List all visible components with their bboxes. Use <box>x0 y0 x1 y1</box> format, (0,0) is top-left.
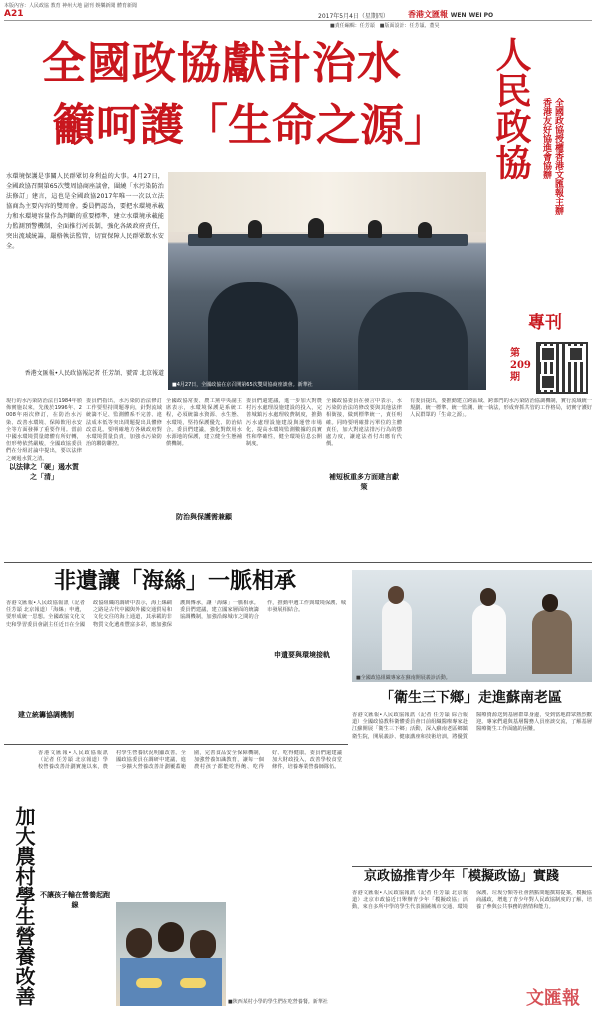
main-body-col5: 全國政協委員在發言中表示，水污染防治法的修改要與其他法律相銜接，做到標準統一，責任明確。同時要明確排污單位的主體責任，加大對違法排污行為的懲處力度，讓違法者付出應有代價。 <box>326 398 402 448</box>
subhead-prevention: 防治與保護需兼顧 <box>176 512 232 521</box>
health-body: 香港文匯報•人民政協報訊（記者 任芳頡 綜合報道）全國政協教科衛體委員會日前組織醫療專家赴江蘇開展「衛生三下鄉」活動，深入蘇南老區鄉鎮衛生院，開展義診、健康講座和技術培訓，將優質醫療資源送到基層群眾身邊，受到當地群眾熱烈歡迎。專家們還與基層醫務人員座談交流，了解基層醫療衛生工作面臨的困難。 <box>352 712 592 740</box>
youth-headline: 京政協推青少年「模擬政協」實踐 <box>364 869 560 884</box>
health-photo <box>352 570 592 682</box>
editor-credits: ■責任編輯：任芳頡 ■版面設計：任芳頡、董昊 <box>330 23 440 29</box>
page-number: A21 <box>4 9 24 19</box>
issue-date: 2017年5月4日（星期四） <box>318 13 389 20</box>
silk-body: 香港文匯報•人民政協報訊（記者 任芳頡 北京報道）「海絲」申遺，要形成統一思想。全國政協文化文史和學習委員會副主任近日在全國政協組織的調研中表示，海上絲綢之路是古代中國與外國交通貿易和文化交往的海上通道，其承載的非物質文化遺產豐富多彩，應加強保護與傳承，讓「海絲」一脈相承。委員們建議，建立國家層面的統籌協調機制，加強沿線城市之間的合作，推動申遺工作與環境保護、城市發展相結合。 <box>6 600 346 628</box>
main-lead: 水環境保護是事關人民群眾切身利益的大事。4月27日，全國政協召開第65次雙周協商座談會，圍繞「水污染防治法修訂」建言，這也是全國政協2017年唯一一次以立法協商為主要內容的雙周會。委員們認為，要把水環境承載力和水環境容量作為判斷的重要標準，建立水環境承載能力監測預警機制，全面推行河長制，強化各級政府責任，突出流域統籌，嚴格執法監管，切實保障人民群眾飲水安全。 <box>6 173 164 250</box>
health-headline: 「衛生三下鄉」走進蘇南老區 <box>380 690 562 706</box>
main-headline-line2: 籲呵護「生命之源」 <box>52 100 448 151</box>
logo-people-cppcc: 人民政協 <box>490 36 532 180</box>
main-byline: 香港文匯報•人民政協報記者 任芳頡、號雷 北京報道 <box>24 370 164 377</box>
subhead-law: 以法律之「硬」遏水質之「清」 <box>9 462 79 481</box>
masthead-left-info: 本版內容：人民政協 教育 神州大地 副刊 娛樂新聞 體育新聞 <box>4 3 137 9</box>
issue-label: 第209期 <box>510 348 531 383</box>
youth-body: 香港文匯報•人民政協報訊（記者 任芳頡 北京報道）北京市政協近日舉辦青少年「模擬政協」活動，來自多所中學的學生代表圍繞城市交通、環境保護、垃圾分類等社會熱點問題撰寫提案，模擬協商議政，增進了青少年對人民政協制度的了解，培養了參與公共事務的熱情和能力。 <box>352 890 592 911</box>
watermark-logo: 文匯報 <box>526 988 580 1009</box>
masthead-divider <box>4 20 592 21</box>
paper-name <box>408 9 493 20</box>
nutrition-photo <box>116 902 226 1006</box>
silk-headline: 非遺讓「海絲」一脈相承 <box>54 568 297 594</box>
main-body-col2: 委員們指出，水污染防治法修訂工作要堅持問題導向，針對流域統籌不足、監測體系不完善、違法成本低等突出問題提出具體修改意見。要明確地方各級政府對水環境質量負責，加強水污染防治的聯防聯控。 <box>86 398 162 448</box>
paper-name-cn: 香港文匯報 <box>408 9 448 19</box>
slogan-left: 全國政協授權香港文匯報主辦 <box>553 98 563 215</box>
nutrition-body: 香港文匯報•人民政協報訊（記者 任芳頡 北京報道）學校營養改善計劃實施以來，農村學生營養狀況明顯改善。全國政協委員在調研中建議，進一步擴大營養改善計劃覆蓋範圍，完善食品安全保障機制，加強營養知識教育，讓每一個農村孩子都能吃得飽、吃得好、吃得健康。委員們還建議加大財政投入，改善學校食堂條件，培養專業營養師隊伍。 <box>38 750 342 771</box>
subhead-gaps: 補短板重多方面建言獻策 <box>329 472 399 491</box>
main-body-col4: 委員們還建議，進一步加大對農村污水處理設施建設的投入，完善城鎮污水處理收費制度，推動污水處理設施建設與運營市場化，提高水環境監測數據的真實性和準確性，健全環境信息公開制度。 <box>246 398 322 448</box>
section-divider-2 <box>4 744 348 745</box>
section-divider-1 <box>4 562 592 563</box>
paper-name-en: WEN WEI PO <box>450 12 494 19</box>
main-body-col3: 全國政協常委、農工黨中央副主席表示，水環境保護是系統工程，必須統籌水資源、水生態、水環境，堅持保護優先、防治結合。委員們建議，強化對飲用水水源地的保護，建立健全生態補償機制。 <box>166 398 242 448</box>
meeting-photo-caption: ■4月27日，全國政協在京召開第65次雙周協商座談會。新華社 <box>172 382 313 388</box>
nutrition-photo-caption: ■陝西某村小學的學生們在吃營養餐。新華社 <box>228 999 328 1005</box>
slogan-right: 香港友好協進會協辦 <box>541 98 551 179</box>
main-body-col6: 有委員提出，要推動建立跨區域、跨部門的水污染防治協調機制，實行流域統一規劃、統一標準、統一監測、統一執法，形成齊抓共管的工作格局，切實守護好人民群眾的「生命之源」。 <box>410 398 592 419</box>
health-photo-caption: ■全國政協組織專家在蘇南開展義診活動。 <box>356 675 451 681</box>
qr-code <box>536 342 588 394</box>
silk-subhead-1: 建立統籌協調機制 <box>18 710 74 719</box>
side-panel <box>488 32 594 432</box>
meeting-photo <box>168 172 486 390</box>
special-label: 專刊 <box>528 313 562 333</box>
nutrition-headline: 加大農村學生營養改善 <box>12 806 36 1006</box>
nutrition-subhead: 不讓孩子輸在營養起跑線 <box>40 890 110 909</box>
silk-subhead-2: 申遺要與環境接軌 <box>274 650 330 659</box>
main-body-col1-text: 現行的水污染防治法自1984年頒佈實施以來，先後於1996年、2008年兩次修訂，在防治水污染、改善水環境、保障飲用水安全等方面發揮了重要作用。當前中國水環境質量總體有所好轉，但形勢依然嚴峻，全國政協委員們在分組討論中提出，要以法律之硬遏水質之清。 <box>6 398 82 462</box>
main-headline-line1: 全國政協獻計治水 <box>42 38 402 89</box>
section-divider-3 <box>352 866 592 867</box>
